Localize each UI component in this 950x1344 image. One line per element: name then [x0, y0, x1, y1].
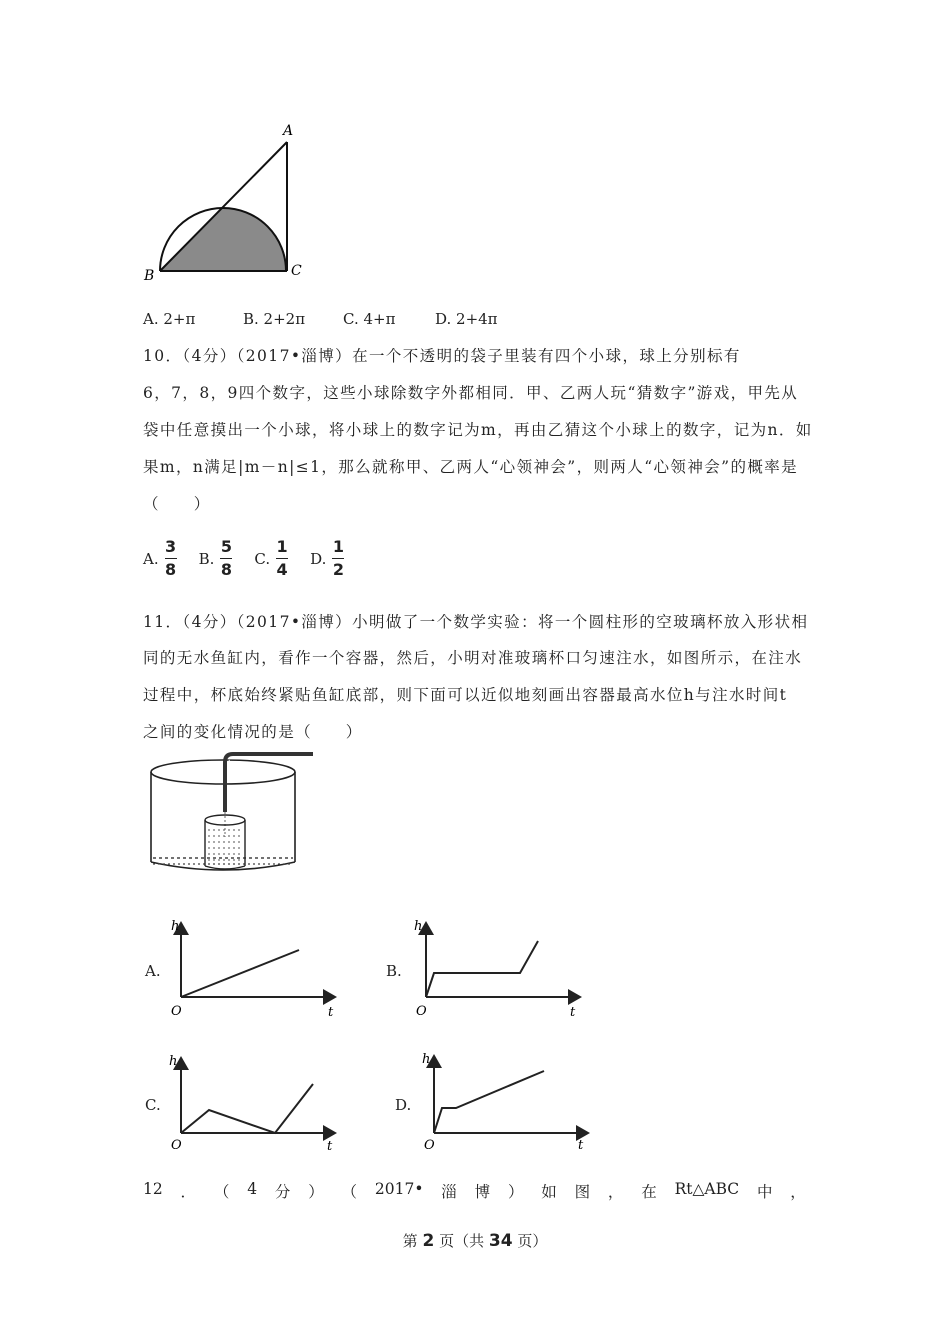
q10-line-4: 果m，n满足|m－n|≤1，那么就称甲、乙两人“心领神会”，则两人“心领神会”的概率是 [143, 458, 799, 476]
q9-options [143, 310, 498, 328]
q11-option-c-label: C. [145, 1096, 161, 1114]
footer-prefix: 第 [402, 1232, 418, 1250]
q10-line-1: 10．（4分）（2017•淄博）在一个不透明的袋子里装有四个小球，球上分别标有 [143, 347, 741, 365]
q9-option-b: B. 2+2π [243, 310, 306, 328]
q11-line-4: 之间的变化情况的是（ ） [143, 723, 363, 741]
label-b: B [144, 268, 155, 284]
axis-h: h [422, 1052, 431, 1067]
semicircle-triangle-figure [140, 115, 320, 285]
q11-option-a-label: A. [145, 962, 161, 980]
q11-graph-b [410, 915, 590, 1020]
graph-c-curve [181, 1084, 313, 1133]
axis-t: t [570, 1005, 576, 1020]
q9-option-d: D. 2+4π [435, 310, 498, 328]
q11-option-b-label: B. [386, 962, 402, 980]
footer-total-pages: 34 [488, 1231, 513, 1251]
axis-t: t [328, 1005, 334, 1020]
q11-line-3: 过程中，杯底始终紧贴鱼缸底部，则下面可以近似地刻画出容器最高水位h与注水时间t [143, 686, 788, 704]
shaded-region [160, 208, 287, 271]
footer-suffix: 页） [517, 1232, 548, 1250]
q11-graph-d [418, 1048, 598, 1153]
q9-option-c: C. 4+π [343, 310, 396, 328]
q11-line-1: 11．（4分）（2017•淄博）小明做了一个数学实验：将一个圆柱形的空玻璃杯放入形状相 [143, 613, 809, 631]
q12-line-1: 12 ． （ 4 分 ） （ 2017• 淄 博 ） 如 图 ， 在 Rt△ABC 中 ， [143, 1180, 806, 1201]
footer-middle: 页（共 [439, 1232, 485, 1250]
q9-option-a: A. 2+π [143, 310, 196, 328]
q10-line-5: （ ） [143, 495, 211, 513]
q10-option-b-fraction: $\frac{5}{8}$ [220, 537, 232, 579]
q10-option-c-fraction: $\frac{1}{4}$ [276, 537, 288, 579]
graph-a-curve [181, 950, 299, 997]
axis-h: h [171, 919, 180, 934]
axis-origin: O [171, 1004, 182, 1019]
axis-h: h [169, 1054, 178, 1069]
graph-b-curve [426, 941, 538, 997]
q10-option-c-label: C. [254, 549, 271, 568]
axis-t: t [327, 1139, 333, 1154]
fish-tank-illustration [145, 752, 315, 880]
footer-page-number: 2 [422, 1231, 435, 1251]
label-c: C [291, 263, 302, 279]
q11-line-2: 同的无水鱼缸内，看作一个容器，然后，小明对准玻璃杯口匀速注水，如图所示，在注水 [143, 649, 803, 667]
q10-line-3: 袋中任意摸出一个小球，将小球上的数字记为m，再由乙猜这个小球上的数字，记为n．如 [143, 421, 813, 439]
page-footer [0, 1230, 950, 1251]
axis-origin: O [424, 1138, 435, 1153]
graph-d-curve [434, 1071, 544, 1133]
axis-t: t [578, 1138, 584, 1153]
q10-option-a-fraction: $\frac{3}{8}$ [165, 537, 177, 579]
axis-origin: O [171, 1138, 182, 1153]
q11-option-d-label: D. [395, 1096, 412, 1114]
label-a: A [283, 123, 294, 139]
axis-h: h [414, 919, 423, 934]
q10-option-a-label: A. [143, 549, 159, 568]
q11-graph-a [165, 915, 345, 1020]
q10-line-2: 6，7，8，9四个数字，这些小球除数字外都相同．甲、乙两人玩“猜数字”游戏，甲先从 [143, 384, 799, 402]
q10-option-d-label: D. [310, 549, 327, 568]
q11-graph-c [165, 1050, 345, 1155]
axis-origin: O [416, 1004, 427, 1019]
q10-option-d-fraction: $\frac{1}{2}$ [332, 537, 344, 579]
q10-options [143, 538, 344, 579]
q10-option-b-label: B. [198, 549, 215, 568]
